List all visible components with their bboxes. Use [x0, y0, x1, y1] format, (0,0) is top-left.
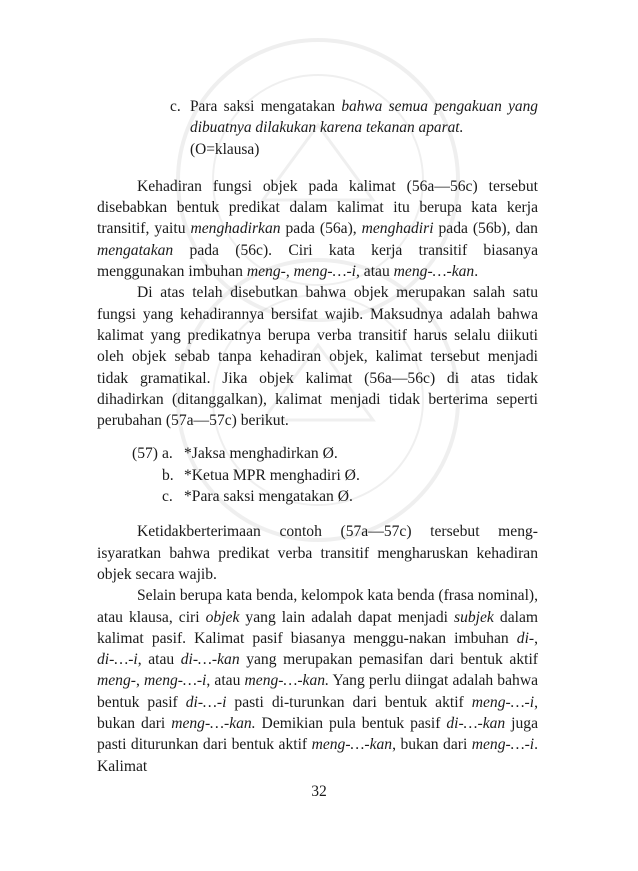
- paragraph-1: Kehadiran fungsi objek pada kalimat (56a—56c) tersebut disebabkan bentuk predikat dalam kalimat itu berupa kata kerja transitif, yaitu menghadirkan pada (56a), menghadiri pada (56b), dan mengatakan pada (56c). Ciri kata kerja transitif biasanya menggunakan imbuhan meng-, meng-…-i, atau meng-…-kan.: [97, 177, 538, 281]
- example-57: [132, 443, 538, 507]
- page-number: 32: [311, 783, 327, 800]
- example-57-row: (57) a. *Jaksa menghadirkan Ø.: [132, 443, 538, 464]
- paragraph-2: Di atas telah disebutkan bahwa objek merupakan salah satu fungsi yang kehadirannya bersifat wajib. Maksudnya adalah bahwa kalimat yang predikatnya berupa verba transitif harus selalu diikuti oleh objek sebab tanpa kehadiran objek, kalimat tersebut menjadi tidak gramatikal. Jika objek kalimat (56a—56c) di atas tidak dihadirkan (ditanggalkan), kalimat menjadi tidak berterima seperti perubahan (57a—57c) berikut.: [97, 284, 538, 430]
- example-57-row: b. *Ketua MPR menghadiri Ø.: [162, 466, 360, 484]
- example-57-row: c. *Para saksi mengatakan Ø.: [162, 488, 353, 506]
- example-italic: bahwa semua pengakuan yang dibuatnya dilakukan karena tekanan aparat.: [190, 98, 538, 137]
- page-body: [97, 96, 538, 777]
- example-56c: [170, 96, 538, 160]
- example-57-number: (57): [132, 445, 158, 463]
- example-note: (O=klausa): [190, 140, 260, 158]
- paragraph-4: Selain berupa kata benda, kelompok kata benda (frasa nominal), atau klausa, ciri objek yang lain adalah dapat menjadi subjek dalam kalimat pasif. Kalimat pasif biasanya menggu-nakan imbuhan di-, di-…-i, atau di-…-kan yang merupakan pemasifan dari bentuk aktif meng-, meng-…-i, atau meng-…-kan. Yang perlu diingat adalah bahwa bentuk pasif di-…-i pasti di-turunkan dari bentuk aktif meng-…-i, bukan dari meng-…-kan. Demikian pula bentuk pasif di-…-kan juga pasti diturunkan dari bentuk aktif meng-…-kan, bukan dari meng-…-i. Kalimat: [97, 587, 539, 775]
- paragraph-3: Ketidakberterimaan contoh (57a—57c) tersebut meng-isyaratkan bahwa predikat verba transitif mengharuskan kehadiran objek secara wajib.: [97, 523, 538, 583]
- example-label: c.: [170, 98, 181, 115]
- example-text: Para saksi mengatakan: [190, 98, 342, 115]
